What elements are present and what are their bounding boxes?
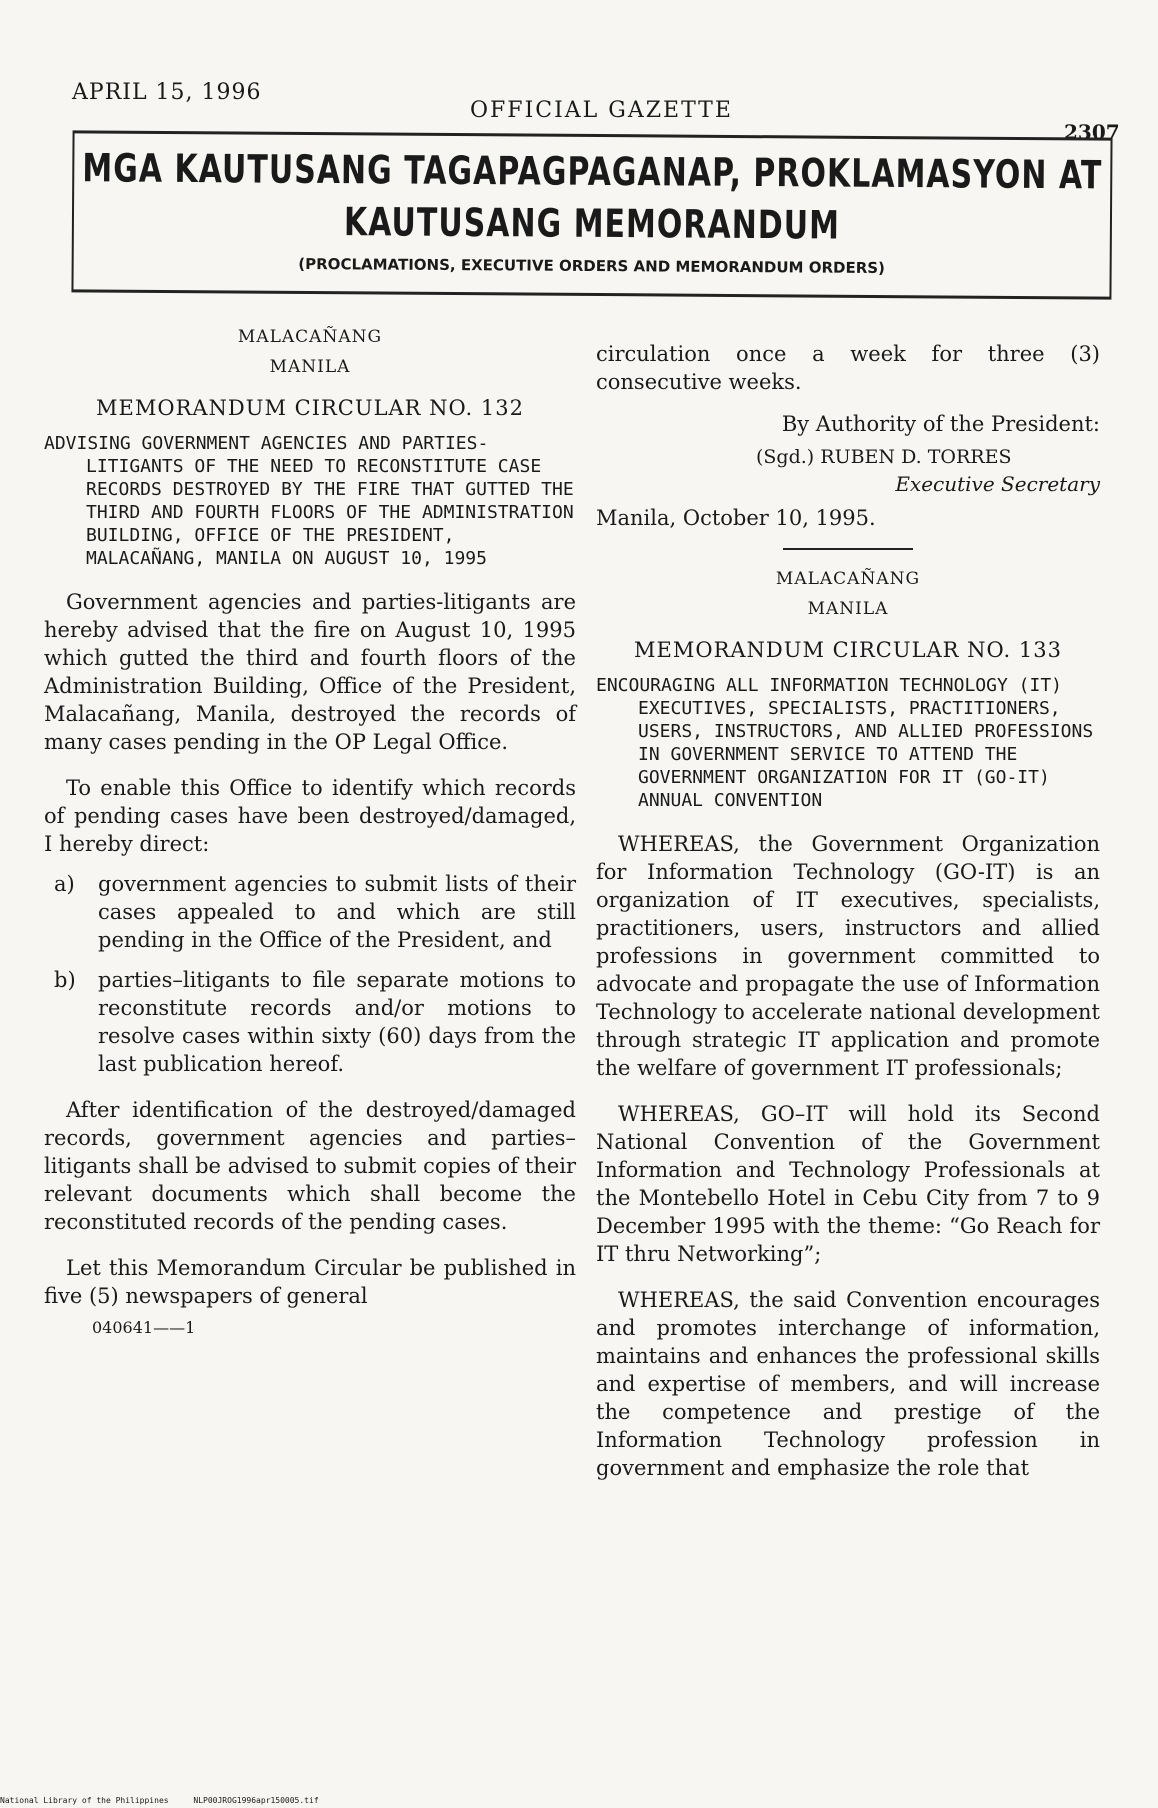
circular-132-para2: To enable this Office to identify which records of pending cases have been destroyed/damaged, I hereby direct: (44, 776, 576, 856)
scan-footer (0, 1796, 339, 1805)
circular-132-heading-text: ADVISING GOVERNMENT AGENCIES AND PARTIES-LITIGANTS OF THE NEED TO RECONSTITUTE CASE RECORDS DESTROYED BY THE FIRE THAT GUTTED THE THIRD AND FOURTH FLOORS OF THE ADMINISTRATION BUILDING, OFFICE OF THE PRESIDENT, MALACAÑANG, MANILA ON AUGUST 10, 1995 (44, 433, 574, 569)
whereas2-text: GO–IT will hold its Second National Convention of the Government Information and Technology Professionals at the Montebello Hotel in Cebu City from 7 to 9 December 1995 with the theme: “Go Reach for IT thru Networking”; (596, 1102, 1100, 1266)
circular-132-dateline: Manila, October 10, 1995. (596, 506, 876, 530)
list-item-a (54, 870, 576, 954)
circular-132-number: MEMORANDUM CIRCULAR NO. 132 (96, 396, 524, 420)
list-item-b (54, 966, 576, 1078)
signatory-name: RUBEN D. TORRES (820, 446, 1012, 468)
list-item-b-text: parties–litigants to file separate motions to reconstitute records and/or motions to resolve cases within sixty (60) days from the last publication hereof. (98, 968, 576, 1076)
whereas-word-1: WHEREAS, (618, 832, 740, 856)
circular-133-heading (596, 674, 1100, 812)
section-banner (71, 130, 1112, 299)
page-number: 2307 (1064, 120, 1120, 144)
circular-133-heading-text: ENCOURAGING ALL INFORMATION TECHNOLOGY (IT) EXECUTIVES, SPECIALISTS, PRACTITIONERS, USERS, INSTRUCTORS, AND ALLIED PROFESSIONS IN GOVERNMENT SERVICE TO ATTEND THE GOVERNMENT ORGANIZATION FOR IT (GO-IT) ANNUAL CONVENTION (596, 675, 1094, 811)
list-item-a-text: government agencies to submit lists of their cases appealed to and which are still pending in the Office of the President, and (98, 872, 576, 952)
circular-132-heading (44, 432, 576, 570)
banner-title-line1: MGA KAUTUSANG TAGAPAGPAGANAP, PROKLAMASYON AT (82, 146, 1103, 199)
section-divider (783, 548, 913, 550)
circular-133-number: MEMORANDUM CIRCULAR NO. 133 (634, 638, 1062, 662)
whereas3-text: the said Convention encourages and promotes interchange of information, maintains and enhances the professional skills and expertise of members, and will increase the competence and prestige of the Information Technology profession in government and emphasize the role that (596, 1288, 1100, 1480)
print-code: 040641——1 (92, 1318, 196, 1337)
signed-prefix: (Sgd.) (756, 446, 815, 468)
signature-line (596, 446, 1100, 468)
circular-133-whereas2 (596, 1100, 1100, 1268)
circular-132-para4-continued: circulation once a week for three (3) consecutive weeks. (596, 342, 1100, 394)
signatory-title: Executive Secretary (895, 472, 1100, 496)
footer-source: National Library of the Philippines (0, 1796, 169, 1805)
whereas-word-3: WHEREAS, (618, 1288, 740, 1312)
circular-133-whereas3 (596, 1286, 1100, 1482)
circular-132-city: MANILA (269, 357, 351, 377)
whereas-word-2: WHEREAS, (618, 1102, 740, 1126)
circular-132-palace: MALACAÑANG (237, 327, 383, 347)
right-column (596, 340, 1100, 1482)
circular-133-whereas1 (596, 830, 1100, 1082)
footer-file: NLP00JROG1996apr150005.tif (193, 1796, 319, 1805)
whereas1-text: the Government Organization for Information Technology (GO-IT) is an organization of IT executives, specialists, practitioners, users, instructors and allied professions in government committed to advocate and propagate the use of Information Technology to accelerate national development through strategic IT application and promote the welfare of government IT professionals; (596, 832, 1100, 1080)
banner-subtitle: (PROCLAMATIONS, EXECUTIVE ORDERS AND MEMORANDUM ORDERS) (298, 254, 886, 278)
list-item-a-label: a) (54, 872, 75, 896)
circular-132-para1: Government agencies and parties-litigants are hereby advised that the fire on August 10, 1995 which gutted the third and fourth floors of the Administration Building, Office of the President, Malacañang, Manila, destroyed the records of many cases pending in the OP Legal Office. (44, 590, 576, 754)
list-item-b-label: b) (54, 968, 76, 992)
circular-132-para3: After identification of the destroyed/damaged records, government agencies and parties–litigants shall be advised to submit copies of their relevant documents which shall become the reconstituted records of the pending cases. (44, 1098, 576, 1234)
left-column (44, 322, 576, 1337)
circular-133-city: MANILA (807, 599, 889, 619)
issue-date: APRIL 15, 1996 (72, 80, 262, 105)
publication-name: OFFICIAL GAZETTE (470, 98, 733, 123)
banner-title-line2: KAUTUSANG MEMORANDUM (343, 200, 841, 249)
circular-132-para4: Let this Memorandum Circular be published in five (5) newspapers of general (44, 1256, 576, 1308)
circular-133-palace: MALACAÑANG (775, 569, 921, 589)
authority-line: By Authority of the President: (781, 412, 1100, 436)
